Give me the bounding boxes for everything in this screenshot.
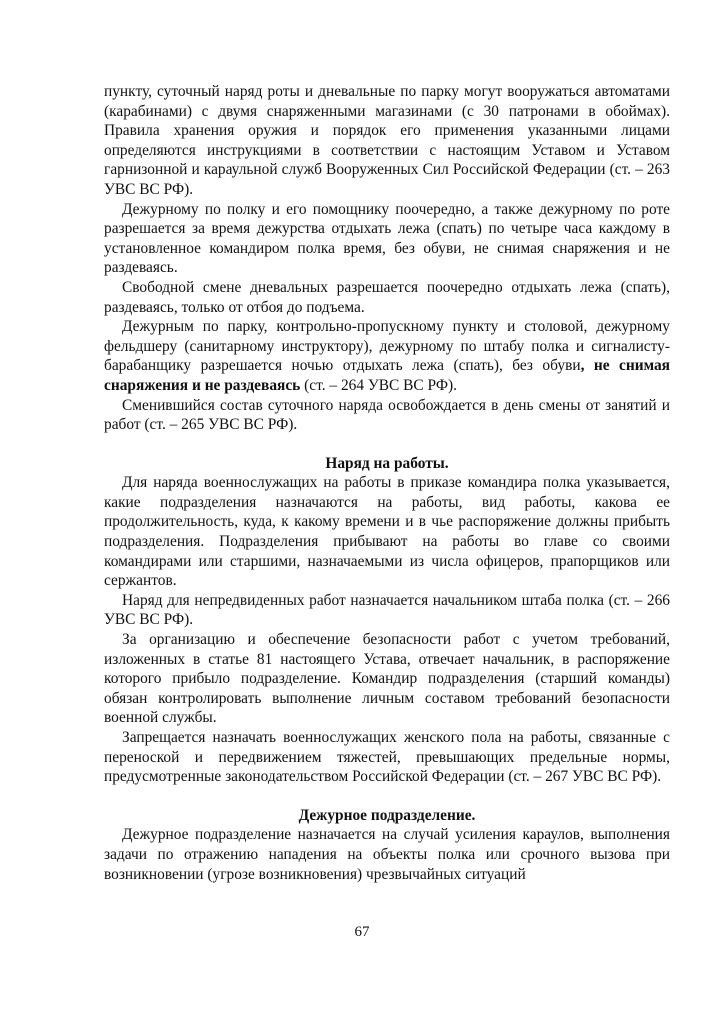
paragraph-park-duty-text: Дежурным по парку, контрольно-пропускному пункту и столовой, дежурному фельдшеру (санитарному инструктору), дежурному по штабу полка и сигналисту-барабанщику разрешается ночью отдыхать лежа (спать), без обуви: [104, 318, 670, 375]
paragraph-park-duty: [104, 317, 670, 395]
document-page: [104, 82, 670, 884]
page-number: 67: [354, 924, 370, 940]
heading-duty-unit: Дежурное подразделение.: [298, 806, 476, 824]
paragraph-free-shift: Свободной смене дневальных разрешается поочередно отдыхать лежа (спать), раздеваясь, только от отбоя до подъема.: [104, 278, 670, 316]
paragraph-duty-unit: Дежурное подразделение назначается на случай усиления караулов, выполнения задачи по отражению нападения на объекты полка или срочного вызова при возникновении (угрозе возникновения) чрезвычайных ситуаций: [104, 826, 670, 883]
section-gap: [104, 435, 670, 454]
paragraph-unforeseen-work: Наряд для непредвиденных работ назначается начальником штаба полка (ст. – 266 УВС ВС РФ).: [104, 591, 670, 629]
paragraph-duty-rest: Дежурному по полку и его помощнику поочередно, а также дежурному по роте разрешается за время дежурства отдыхать лежа (спать) по четыре часа каждому в установленное командиром полка время, без обуви, не снимая снаряжения и не раздеваясь.: [104, 200, 670, 277]
paragraph-women-restriction: Запрещается назначать военнослужащих женского пола на работы, связанные с переноской и передвижением тяжестей, превышающих предельные нормы, предусмотренные законодательством Российской Федерации (ст. – 267 УВС ВС РФ).: [104, 729, 670, 786]
paragraph-work-order: Для наряда военнослужащих на работы в приказе командира полка указывается, какие подразделения назначаются на работы, вид работы, какова ее продолжительность, куда, к какому времени и в чье распоряжение должны прибыть подразделения. Подразделения прибывают на работы во главе со своими командирами или старшими, назначаемыми из числа офицеров, прапорщиков или сержантов.: [104, 474, 670, 590]
section-gap: [104, 787, 670, 806]
paragraph-park-duty-bold: , не снимая снаряжения и не раздеваясь: [104, 357, 670, 394]
paragraph-continuation: пункту, суточный наряд роты и дневальные по парку могут вооружаться автоматами (карабинами) с двумя снаряженными магазинами (с 30 патронами в обоймах). Правила хранения оружия и порядок его применения указанными лицами определяются инструкциями в соответствии с настоящим Уставом и Уставом гарнизонной и караульной служб Вооруженных Сил Российской Федерации (ст. – 263 УВС ВС РФ).: [104, 83, 670, 198]
paragraph-work-safety: За организацию и обеспечение безопасности работ с учетом требований, изложенных в статье 81 настоящего Устава, отвечает начальник, в распоряжение которого прибыло подразделение. Командир подразделения (старший команды) обязан контролировать выполнение личным составом требований безопасности военной службы.: [104, 631, 670, 727]
paragraph-relieved: Сменившийся состав суточного наряда освобождается в день смены от занятий и работ (ст. – 265 УВС ВС РФ).: [104, 396, 670, 434]
heading-work-detail: Наряд на работы.: [325, 454, 449, 472]
paragraph-park-duty-ref: (ст. – 264 УВС ВС РФ).: [300, 376, 457, 394]
